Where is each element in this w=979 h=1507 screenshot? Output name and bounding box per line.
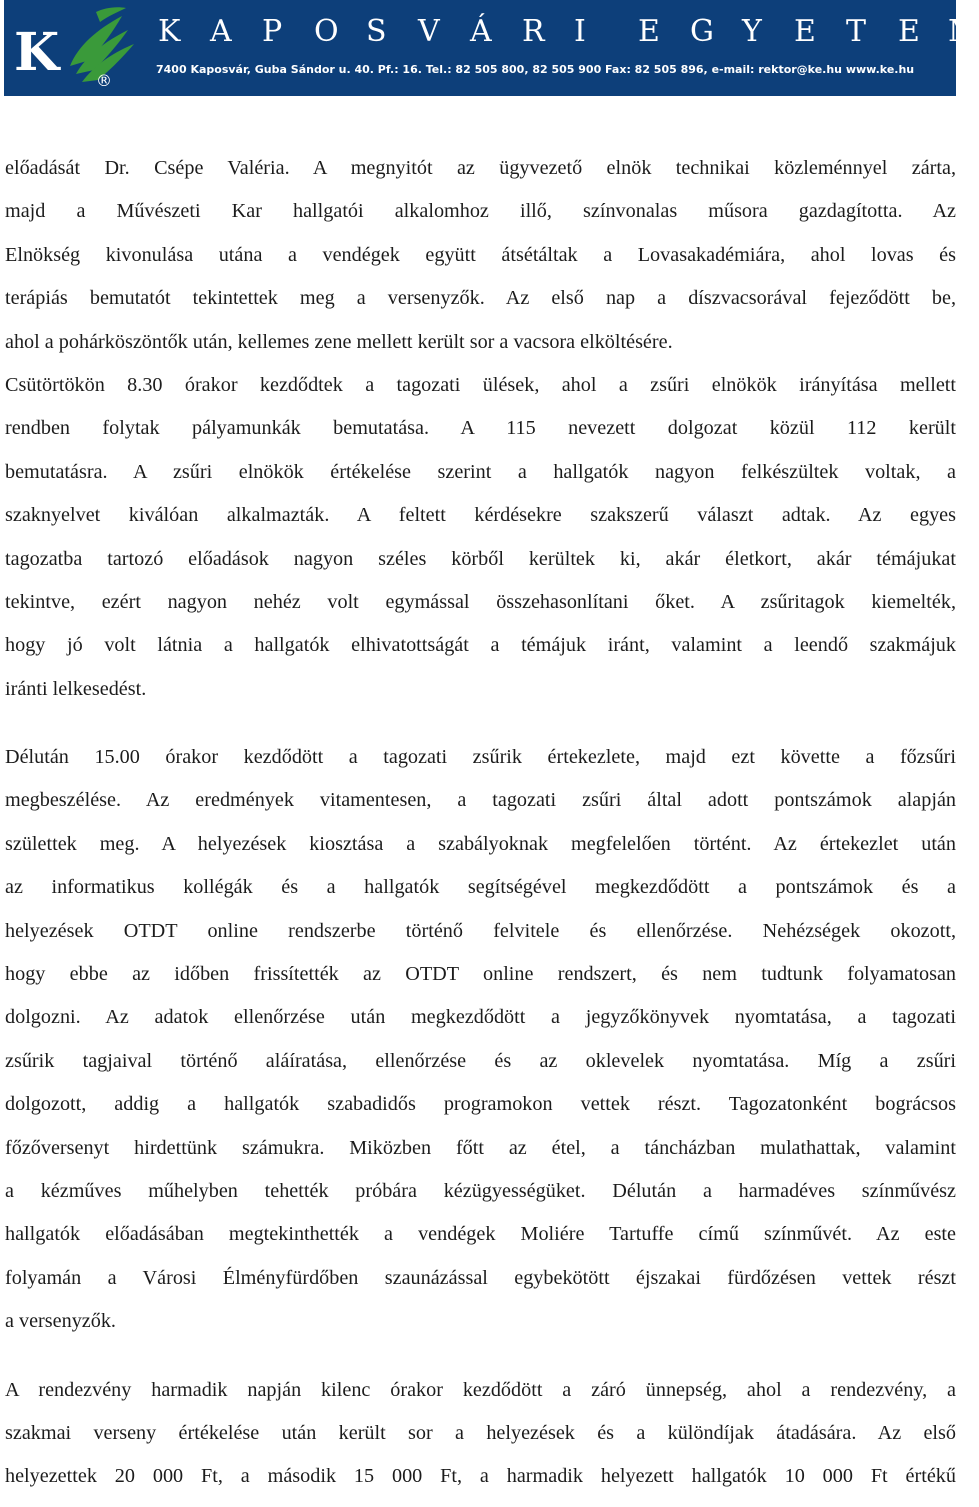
logo-icon: [4, 0, 152, 96]
name-letter: O: [314, 14, 339, 49]
name-letter: A: [210, 14, 232, 49]
paragraph-1: [5, 147, 956, 711]
text-line: folyamán a Városi Élményfürdőben szaunázással egybekötött éjszakai fürdőzésen vettek részt: [5, 1266, 956, 1289]
name-letter: P: [262, 14, 283, 49]
name-letter: Á: [470, 14, 492, 49]
text-line: rendben folytak pályamunkák bemutatása. A 115 nevezett dolgozat közül 112 került: [5, 417, 956, 440]
name-letter: S: [366, 14, 387, 49]
name-letter: K: [158, 14, 181, 49]
name-letter: E: [898, 14, 920, 49]
registered-mark: ®: [96, 71, 112, 90]
text-line: bemutatásra. A zsűri elnökök értékelése szerint a hallgatók nagyon felkészültek voltak, a: [5, 460, 956, 483]
contact-info: 7400 Kaposvár, Guba Sándor u. 40. Pf.: 16. Tel.: 82 505 800, 82 505 900 Fax: 82 505 896, e-mail: rektor@ke.hu www.ke.hu: [156, 63, 915, 76]
text-line: a kézműves műhelyben tehették próbára kézügyességüket. Délután a harmadéves színművész: [5, 1179, 956, 1202]
name-letter: R: [522, 14, 545, 49]
text-line: szaknyelvet kiválóan alkalmazták. A feltett kérdésekre szakszerű választ adtak. Az egyes: [5, 504, 956, 527]
text-line: hallgatók előadásában megtekinthették a vendégek Moliére Tartuffe című színművét. Az este: [5, 1223, 956, 1246]
text-line: hogy ebbe az időben frissítették az OTDT online rendszert, és nem tudtunk folyamatosan: [5, 963, 956, 986]
text-line: helyezések OTDT online rendszerbe történő felvitele és ellenőrzése. Nehézségek okozott,: [5, 919, 956, 942]
name-letter: E: [794, 14, 816, 49]
text-line: dolgozott, addig a hallgatók szabadidős programokon vettek részt. Tagozatonként bográcsos: [5, 1093, 956, 1116]
text-line: majd a Művészeti Kar hallgatói alkalomhoz illő, színvonalas műsora gazdagította. Az: [5, 200, 956, 223]
text-line: szakmai verseny értékelése után került sor a helyezések és a különdíjak átadására. Az első: [5, 1421, 956, 1444]
text-line: A rendezvény harmadik napján kilenc órakor kezdődött a záró ünnepség, ahol a rendezvény, a: [5, 1378, 956, 1401]
text-line: megbeszélése. Az eredmények vitamentesen, a tagozati zsűri által adott pontszámok alapján: [5, 789, 956, 812]
university-logo: [4, 0, 152, 96]
text-line: a versenyzők.: [5, 1310, 116, 1333]
name-letter: I: [574, 14, 586, 49]
text-line: dolgozni. Az adatok ellenőrzése után megkezdődött a jegyzőkönyvek nyomtatása, a tagozati: [5, 1006, 956, 1029]
paragraph-2: [5, 736, 956, 1343]
document-body: [5, 147, 956, 1499]
text-line: előadását Dr. Csépe Valéria. A megnyitót az ügyvezető elnök technikai közleménnyel zárta,: [5, 157, 956, 179]
text-line: terápiás bemutatót tekintettek meg a versenyzők. Az első nap a díszvacsorával fejeződött be,: [5, 287, 956, 310]
name-letter: T: [846, 14, 867, 49]
text-line: főzőversenyt hirdettünk számukra. Miközben főtt az étel, a táncházban mulathattak, valamint: [5, 1136, 956, 1159]
text-line: Csütörtökön 8.30 órakor kezdődtek a tagozati ülések, ahol a zsűri elnökök irányítása mellett: [5, 373, 956, 396]
name-letter: M: [948, 14, 979, 49]
text-line: hogy jó volt látnia a hallgatók elhivatottságát a témájuk iránt, valamint a leendő szakmájuk: [5, 634, 956, 657]
letterhead-banner: [4, 0, 979, 96]
university-name: [158, 14, 979, 49]
text-line: zsűrik tagjaival történő aláíratása, ellenőrzése és az oklevelek nyomtatása. Míg a zsűri: [5, 1049, 956, 1072]
text-line: születtek meg. A helyezések kiosztása a szabályoknak megfelelően történt. Az értekezlet után: [5, 832, 956, 855]
text-line: tagozatba tartozó előadások nagyon széles körből kerültek ki, akár életkort, akár témájukat: [5, 547, 956, 570]
text-line: Elnökség kivonulása utána a vendégek együtt átsétáltak a Lovasakadémiára, ahol lovas és: [5, 243, 956, 266]
logo-letter: K: [14, 22, 60, 83]
text-line: ahol a pohárköszöntők után, kellemes zene mellett került sor a vacsora elköltésére.: [5, 330, 673, 353]
name-letter: Y: [742, 14, 762, 49]
text-line: Délután 15.00 órakor kezdődött a tagozati zsűrik értekezlete, majd ezt követte a főzsűri: [5, 746, 956, 769]
paragraph-3: [5, 1369, 956, 1499]
text-line: az informatikus kollégák és a hallgatók segítségével megkezdődött a pontszámok és a: [5, 876, 956, 899]
text-line: helyezettek 20 000 Ft, a második 15 000 Ft, a harmadik helyezett hallgatók 10 000 Ft értékű: [5, 1465, 956, 1488]
text-line: iránti lelkesedést.: [5, 677, 147, 700]
name-letter: G: [690, 14, 714, 49]
text-line: tekintve, ezért nagyon nehéz volt egymással összehasonlítani őket. A zsűritagok kiemelték,: [5, 590, 956, 613]
name-letter: V: [418, 14, 440, 49]
name-letter: E: [638, 14, 660, 49]
